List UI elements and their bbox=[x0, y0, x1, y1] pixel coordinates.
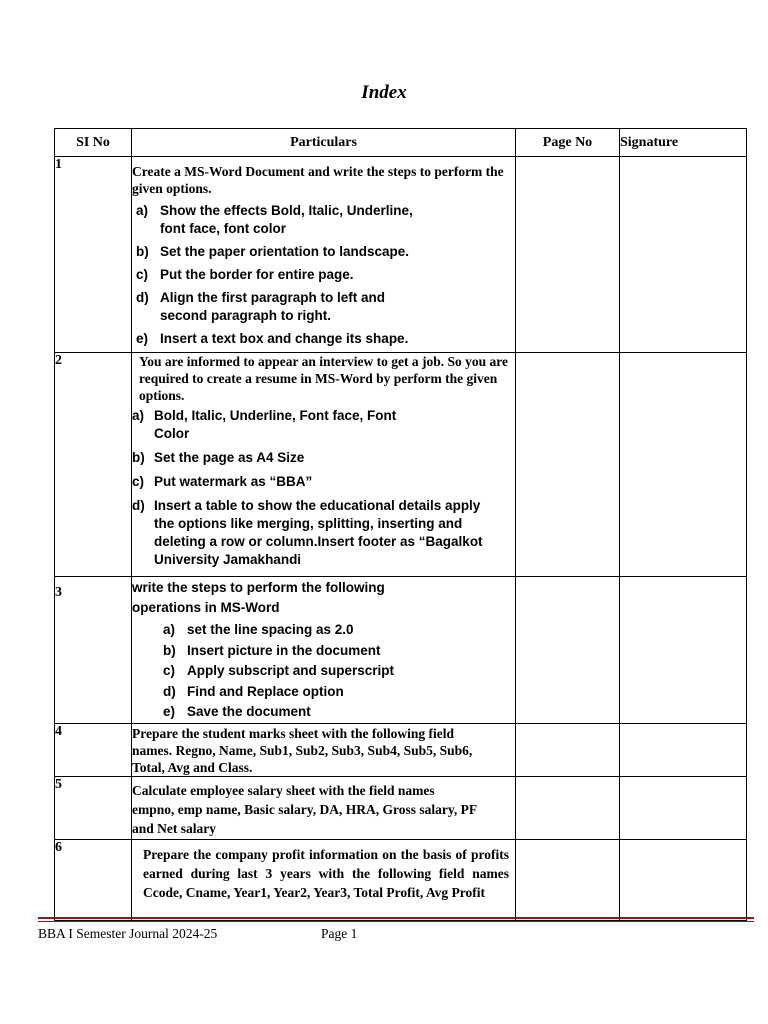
item-marker: e) bbox=[136, 331, 149, 346]
index-table bbox=[54, 128, 747, 921]
list-item bbox=[132, 449, 515, 467]
row-number: 4 bbox=[55, 723, 132, 776]
page-title: Index bbox=[361, 82, 407, 103]
list-item bbox=[163, 661, 515, 682]
footer-rule-thin bbox=[38, 921, 754, 922]
item-text: Find and Replace option bbox=[187, 683, 344, 699]
list-item bbox=[163, 620, 515, 641]
row-intro: Create a MS-Word Document and write the steps to perform the given options. bbox=[132, 164, 504, 196]
signature-cell bbox=[620, 577, 747, 724]
row-number: 1 bbox=[55, 157, 132, 353]
table-row bbox=[55, 723, 747, 776]
row-intro: Calculate employee salary sheet with the field names empno, emp name, Basic salary, DA, HRA, Gross salary, PF and Net salary bbox=[132, 782, 477, 836]
item-text: Insert a table to show the educational details apply the options like merging, splitting, inserting and deleting a row or column.Insert footer as “Bagalkot University Jamakhandi bbox=[154, 498, 483, 567]
row-number: 3 bbox=[55, 577, 132, 724]
signature-cell bbox=[620, 723, 747, 776]
row-number: 2 bbox=[55, 353, 132, 577]
header-signature: Signature bbox=[620, 129, 747, 157]
table-row bbox=[55, 353, 747, 577]
list-item bbox=[132, 497, 515, 569]
item-text: Save the document bbox=[187, 704, 311, 719]
item-text: Put the border for entire page. bbox=[160, 267, 354, 282]
item-marker: a) bbox=[163, 622, 176, 637]
item-text: Put watermark as “BBA” bbox=[154, 474, 313, 489]
item-marker: d) bbox=[163, 683, 176, 699]
page-no-cell bbox=[516, 157, 620, 353]
item-text: Apply subscript and superscript bbox=[187, 663, 395, 678]
page-no-cell bbox=[516, 577, 620, 724]
item-text: Insert a text box and change its shape. bbox=[160, 331, 409, 346]
header-row bbox=[55, 129, 747, 157]
item-marker: c) bbox=[136, 267, 149, 282]
row-number: 5 bbox=[55, 776, 132, 839]
particulars-cell bbox=[132, 776, 516, 839]
item-marker: b) bbox=[132, 450, 145, 465]
particulars-cell bbox=[132, 577, 516, 724]
item-text: Show the effects Bold, Italic, Underline, font face, font color bbox=[160, 203, 413, 236]
item-marker: d) bbox=[132, 498, 145, 513]
option-list bbox=[132, 620, 515, 723]
item-marker: d) bbox=[136, 290, 149, 305]
list-item bbox=[136, 289, 515, 325]
page-no-cell bbox=[516, 776, 620, 839]
particulars-cell bbox=[132, 157, 516, 353]
option-list bbox=[132, 407, 515, 569]
list-item bbox=[136, 266, 515, 284]
list-item bbox=[132, 407, 515, 443]
table-row bbox=[55, 776, 747, 839]
item-marker: c) bbox=[163, 663, 176, 678]
header-particulars: Particulars bbox=[132, 129, 516, 157]
signature-cell bbox=[620, 776, 747, 839]
table-row bbox=[55, 577, 747, 724]
list-item bbox=[163, 682, 515, 703]
page-no-cell bbox=[516, 839, 620, 920]
item-text: Set the page as A4 Size bbox=[154, 450, 305, 465]
item-marker: c) bbox=[132, 474, 145, 489]
table-row bbox=[55, 839, 747, 920]
item-marker: b) bbox=[163, 642, 176, 658]
signature-cell bbox=[620, 839, 747, 920]
signature-cell bbox=[620, 353, 747, 577]
footer-journal-label: BBA I Semester Journal 2024-25 bbox=[38, 926, 218, 941]
table-row bbox=[55, 157, 747, 353]
row-number: 6 bbox=[55, 839, 132, 920]
list-item bbox=[163, 641, 515, 662]
page-no-cell bbox=[516, 723, 620, 776]
row-intro: You are informed to appear an interview to get a job. So you are required to create a resume in MS-Word by perform the given options. bbox=[139, 354, 508, 403]
list-item bbox=[136, 202, 515, 238]
list-item bbox=[163, 702, 515, 723]
signature-cell bbox=[620, 157, 747, 353]
row-intro: Prepare the company profit information on the basis of profits earned during last 3 years with the following field names Ccode, Cname, Year1, Year2, Year3, Total Profit, Avg Profit bbox=[143, 846, 509, 900]
list-item bbox=[136, 243, 515, 261]
option-list bbox=[132, 202, 515, 348]
item-marker: e) bbox=[163, 704, 176, 719]
particulars-cell bbox=[132, 839, 516, 920]
list-item bbox=[136, 330, 515, 348]
particulars-cell bbox=[132, 353, 516, 577]
item-marker: a) bbox=[132, 408, 145, 423]
list-item bbox=[132, 473, 515, 491]
item-text: set the line spacing as 2.0 bbox=[187, 622, 354, 637]
row-intro: write the steps to perform the following operations in MS-Word bbox=[132, 580, 385, 615]
item-text: Align the first paragraph to left and second paragraph to right. bbox=[160, 290, 386, 323]
item-text: Set the paper orientation to landscape. bbox=[160, 244, 410, 259]
particulars-cell bbox=[132, 723, 516, 776]
item-marker: b) bbox=[136, 244, 149, 259]
footer-page-number: Page 1 bbox=[321, 926, 358, 941]
row-intro: Prepare the student marks sheet with the following field names. Regno, Name, Sub1, Sub2, Sub3, Sub4, Sub5, Sub6, Total, Avg and Class. bbox=[132, 725, 473, 775]
header-sl-no: SI No bbox=[55, 129, 132, 157]
item-text: Bold, Italic, Underline, Font face, Font Color bbox=[154, 408, 397, 441]
footer-rule bbox=[38, 917, 754, 919]
header-page-no: Page No bbox=[516, 129, 620, 157]
page-no-cell bbox=[516, 353, 620, 577]
item-marker: a) bbox=[136, 203, 149, 218]
item-text: Insert picture in the document bbox=[187, 642, 381, 658]
